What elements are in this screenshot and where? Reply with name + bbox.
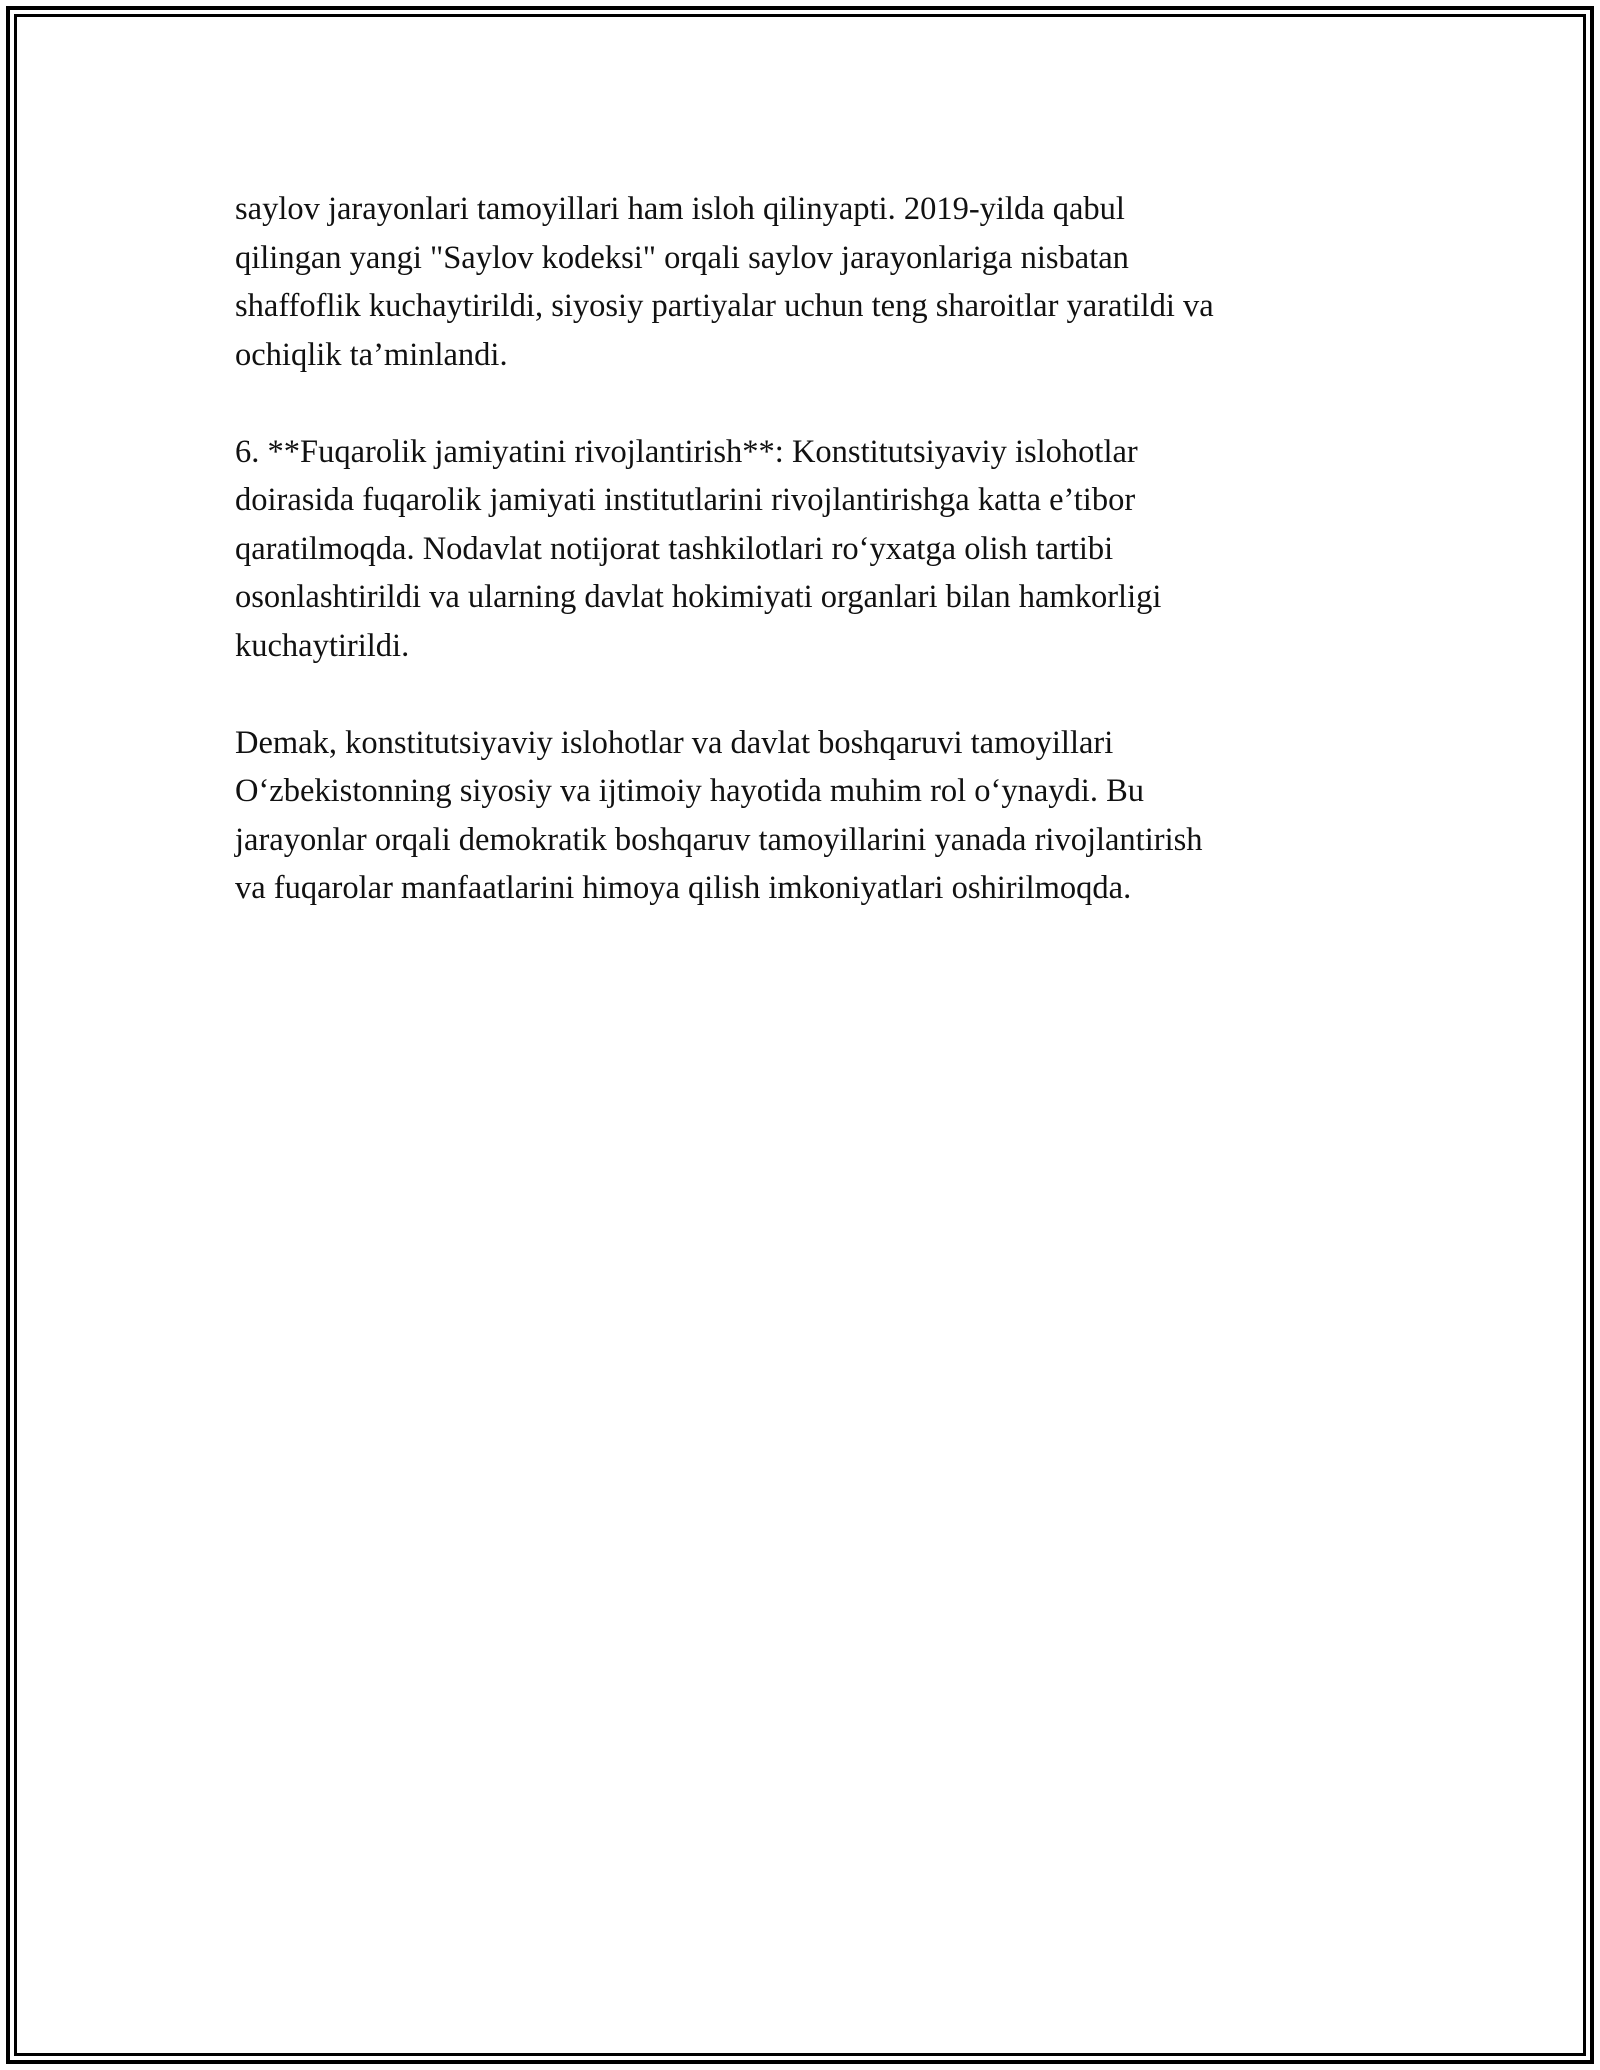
text-line: O‘zbekistonning siyosiy va ijtimoiy hayotida muhim rol o‘ynaydi. Bu (235, 773, 1145, 809)
text-line: shaffoflik kuchaytirildi, siyosiy partiyalar uchun teng sharoitlar yaratildi va (235, 288, 1214, 324)
text-line: va fuqarolar manfaatlarini himoya qilish imkoniyatlari oshirilmoqda. (235, 870, 1132, 906)
text-line: Demak, konstitutsiyaviy islohotlar va davlat boshqaruvi tamoyillari (235, 724, 1114, 761)
text-line: jarayonlar orqali demokratik boshqaruv tamoyillarini yanada rivojlantirish (235, 821, 1203, 858)
paragraph-conclusion (235, 719, 1360, 913)
paragraph-saylov-kodeksi (235, 185, 1360, 379)
text-line: doirasida fuqarolik jamiyati institutlarini rivojlantirishga katta e’tibor (235, 482, 1136, 518)
document-body (235, 185, 1360, 961)
text-line: saylov jarayonlari tamoyillari ham isloh qilinyapti. 2019-yilda qabul (235, 191, 1125, 227)
text-line: 6. **Fuqarolik jamiyatini rivojlantirish**: Konstitutsiyaviy islohotlar (235, 433, 1138, 470)
text-line: qilingan yangi "Saylov kodeksi" orqali saylov jarayonlariga nisbatan (235, 239, 1129, 276)
text-line: ochiqlik ta’minlandi. (235, 336, 508, 373)
text-line: kuchaytirildi. (235, 627, 410, 664)
text-line: qaratilmoqda. Nodavlat notijorat tashkilotlari ro‘yxatga olish tartibi (235, 530, 1114, 567)
text-line: osonlashtirildi va ularning davlat hokimiyati organlari bilan hamkorligi (235, 579, 1162, 615)
paragraph-fuqarolik-jamiyati (235, 428, 1360, 671)
